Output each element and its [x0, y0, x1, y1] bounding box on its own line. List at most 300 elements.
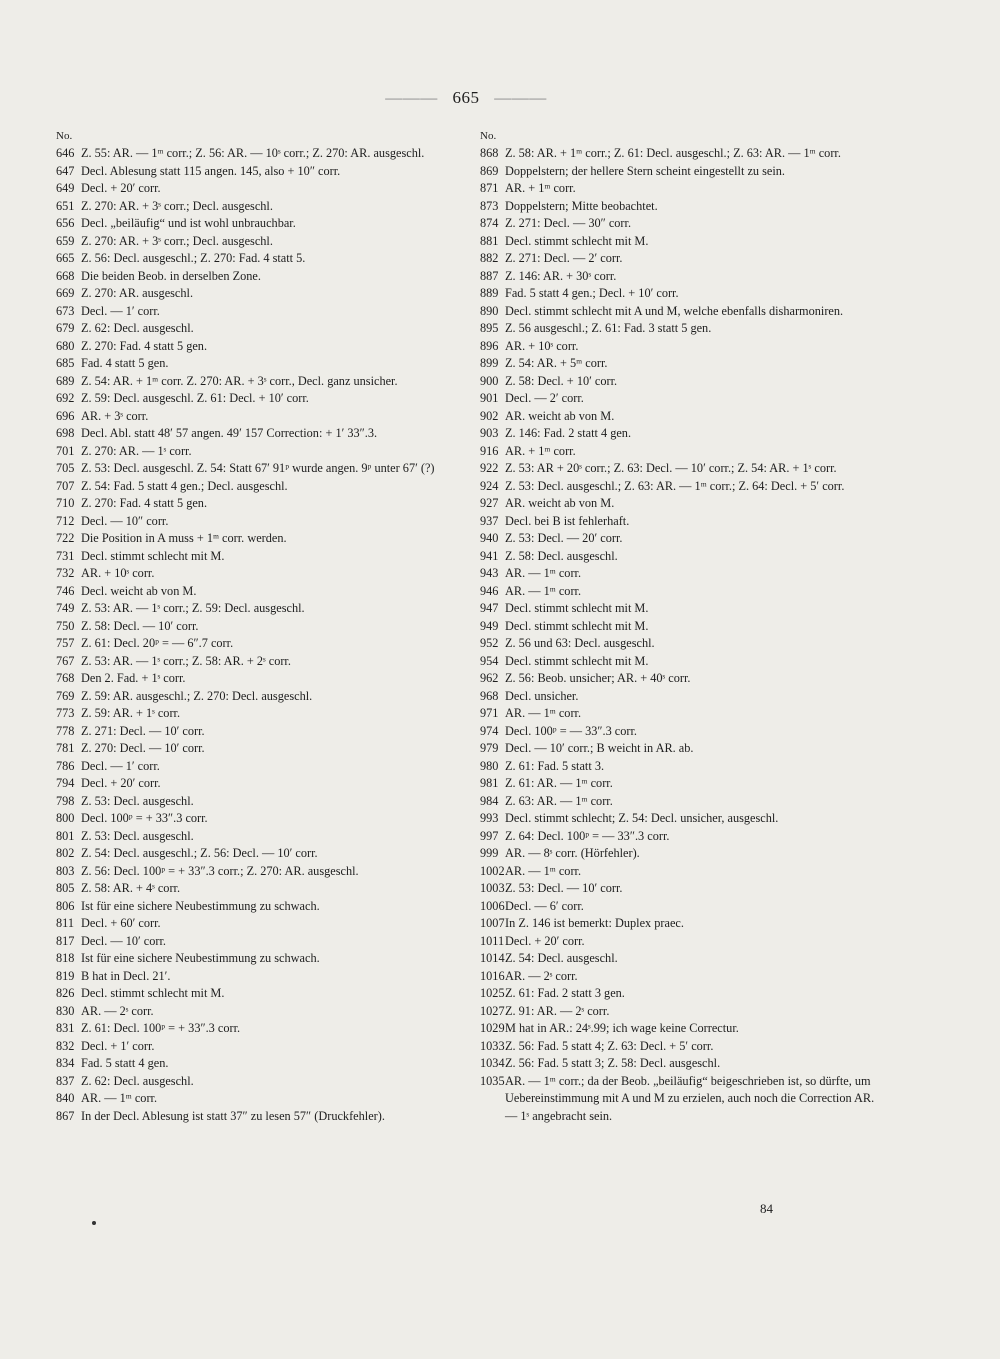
- entry-row: [56, 600, 456, 618]
- entry-row: [480, 688, 880, 706]
- entry-number: 1007: [480, 916, 505, 930]
- entry-number: 749: [56, 601, 75, 615]
- entry-row: [56, 758, 456, 776]
- entry-text: Z. 270: AR. + 3ˢ corr.; Decl. ausgeschl.: [81, 233, 273, 248]
- entry-row: [56, 478, 456, 496]
- entry-row: [56, 583, 456, 601]
- entry-number: 1025: [480, 986, 505, 1000]
- entry-row: [56, 548, 456, 566]
- entry-number: 837: [56, 1073, 75, 1088]
- entry-row: [480, 618, 880, 636]
- entry-text: Z. 61: Fad. 5 statt 3.: [505, 758, 605, 773]
- entry-text: Z. 61: AR. — 1ᵐ corr.: [505, 776, 613, 790]
- entry-row: [56, 670, 456, 688]
- entry-text: Z. 146: AR. + 30ˢ corr.: [505, 268, 617, 283]
- entry-row: [56, 1038, 456, 1056]
- entry-text: Decl. stimmt schlecht mit M.: [81, 986, 225, 1000]
- entry-number: 1027: [480, 1003, 505, 1018]
- entry-row: [56, 863, 456, 881]
- entry-text: Z. 62: Decl. ausgeschl.: [81, 1073, 194, 1088]
- entry-row: [480, 1020, 880, 1038]
- entry-number: 874: [480, 216, 499, 230]
- entry-text: Z. 270: Fad. 4 statt 5 gen.: [81, 496, 208, 510]
- entry-number: 1006: [480, 898, 505, 913]
- entry-row: [480, 985, 880, 1003]
- entry-number: 656: [56, 216, 75, 230]
- entry-row: [480, 233, 880, 251]
- entry-row: [480, 548, 880, 566]
- entry-row: [56, 793, 456, 811]
- entry-number: 696: [56, 408, 75, 423]
- entry-text: Z. 58: Decl. ausgeschl.: [505, 548, 618, 563]
- entry-row: [480, 303, 880, 321]
- entry-number: 803: [56, 863, 75, 878]
- entry-row: [480, 355, 880, 373]
- entry-number: 722: [56, 531, 75, 545]
- entry-row: [480, 880, 880, 898]
- entry-text: Decl. Ablesung statt 115 angen. 145, also + 10″ corr.: [81, 163, 341, 178]
- entry-text: Z. 56 ausgeschl.; Z. 61: Fad. 3 statt 5 gen.: [505, 321, 712, 335]
- entry-text: In Z. 146 ist bemerkt: Duplex praec.: [505, 916, 684, 930]
- entry-row: [480, 320, 880, 338]
- entry-text: Z. 53: AR. — 1ˢ corr.; Z. 58: AR. + 2ˢ corr.: [81, 653, 291, 668]
- entry-row: [56, 390, 456, 408]
- entry-number: 673: [56, 303, 75, 318]
- entry-row: [480, 793, 880, 811]
- entry-row: [56, 898, 456, 916]
- entry-number: 916: [480, 443, 499, 458]
- entry-text: Z. 54: AR. + 5ᵐ corr.: [505, 356, 608, 370]
- entry-number: 659: [56, 233, 75, 248]
- entry-row: [480, 635, 880, 653]
- entry-text: Decl. — 1′ corr.: [81, 758, 160, 773]
- entry-row: [56, 705, 456, 723]
- entry-row: [56, 845, 456, 863]
- entry-row: [480, 968, 880, 986]
- entry-number: 798: [56, 793, 75, 808]
- entry-text: Decl. — 10″ corr.: [81, 513, 169, 528]
- entry-number: 1011: [480, 933, 505, 948]
- entry-row: [56, 303, 456, 321]
- entry-number: 800: [56, 811, 75, 825]
- entry-number: 647: [56, 163, 75, 178]
- entry-number: 900: [480, 373, 499, 388]
- entry-row: [56, 810, 456, 828]
- entry-row: [480, 443, 880, 461]
- entry-number: 882: [480, 251, 499, 265]
- entry-number: 901: [480, 391, 499, 405]
- entry-text: Z. 53: AR + 20ˢ corr.; Z. 63: Decl. — 10′ corr.; Z. 54: AR. + 1ˢ corr.: [505, 461, 837, 475]
- entry-text: Z. 53: Decl. — 10′ corr.: [505, 881, 623, 895]
- entry-number: 1002: [480, 863, 505, 878]
- entry-row: [56, 163, 456, 181]
- entry-row: [56, 530, 456, 548]
- entry-text: Den 2. Fad. + 1ˢ corr.: [81, 671, 186, 685]
- entry-row: [480, 845, 880, 863]
- entry-row: [480, 338, 880, 356]
- entry-number: 899: [480, 356, 499, 370]
- entry-row: [480, 530, 880, 548]
- entry-row: [56, 338, 456, 356]
- entry-number: 781: [56, 741, 75, 755]
- entry-text: Die beiden Beob. in derselben Zone.: [81, 268, 261, 283]
- entry-text: Decl. + 1′ corr.: [81, 1038, 155, 1053]
- entry-number: 832: [56, 1038, 75, 1053]
- entry-number: 831: [56, 1021, 75, 1035]
- entry-number: 979: [480, 741, 499, 755]
- page-number: [0, 88, 932, 108]
- entry-row: [480, 863, 880, 881]
- entry-text: Z. 146: Fad. 2 statt 4 gen.: [505, 426, 632, 440]
- entry-number: 881: [480, 233, 499, 248]
- entry-text: AR. + 10ˢ corr.: [81, 566, 155, 580]
- entry-text: Decl. + 20′ corr.: [81, 181, 161, 195]
- entry-row: [480, 1038, 880, 1056]
- entry-text: Z. 54: AR. + 1ᵐ corr. Z. 270: AR. + 3ˢ corr., Decl. ganz unsicher.: [81, 373, 398, 388]
- entry-number: 732: [56, 566, 75, 580]
- entry-text: Z. 56: Decl. ausgeschl.; Z. 270: Fad. 4 statt 5.: [81, 251, 306, 265]
- entry-row: [56, 233, 456, 251]
- entry-text: Fad. 4 statt 5 gen.: [81, 356, 169, 370]
- entry-number: 649: [56, 181, 75, 195]
- entry-text: Z. 61: Decl. 100ᵖ = + 33″.3 corr.: [81, 1021, 241, 1035]
- entry-row: [480, 285, 880, 303]
- entry-text: Decl. 100ᵖ = — 33″.3 corr.: [505, 723, 637, 738]
- entry-number: 769: [56, 688, 75, 703]
- entry-number: 705: [56, 461, 75, 475]
- entry-text: Decl. stimmt schlecht; Z. 54: Decl. unsicher, ausgeschl.: [505, 811, 779, 825]
- entry-row: [56, 495, 456, 513]
- entry-number: 999: [480, 846, 499, 860]
- entry-text: Z. 58: AR. + 4ˢ corr.: [81, 881, 181, 895]
- entry-number: 952: [480, 636, 499, 650]
- entry-row: [480, 425, 880, 443]
- entry-row: [56, 408, 456, 426]
- left-entries: [56, 145, 456, 1125]
- entry-number: 954: [480, 653, 499, 668]
- entry-text: Z. 58: Decl. + 10′ corr.: [505, 373, 618, 388]
- entry-row: [56, 968, 456, 986]
- left-column-header: No.: [56, 130, 73, 142]
- right-column-header: No.: [480, 130, 497, 142]
- entry-number: 840: [56, 1091, 75, 1105]
- entry-text: AR. — 1ᵐ corr.: [81, 1091, 158, 1105]
- entry-text: Z. 270: AR. — 1ˢ corr.: [81, 443, 192, 458]
- entry-row: [56, 915, 456, 933]
- entry-text: B hat in Decl. 21′.: [81, 968, 171, 983]
- entry-row: [480, 460, 880, 478]
- entry-text: Z. 270: AR. + 3ˢ corr.; Decl. ausgeschl.: [81, 198, 273, 213]
- entry-row: [56, 1003, 456, 1021]
- entry-text: Decl. 100ᵖ = + 33″.3 corr.: [81, 811, 208, 825]
- entry-number: 805: [56, 881, 75, 895]
- entry-text: Ist für eine sichere Neubestimmung zu schwach.: [81, 898, 320, 913]
- entry-row: [56, 443, 456, 461]
- entry-number: 869: [480, 163, 499, 178]
- entry-row: [480, 495, 880, 513]
- entry-text: Z. 63: AR. — 1ᵐ corr.: [505, 793, 613, 808]
- entry-row: [480, 390, 880, 408]
- entry-text: AR. + 1ᵐ corr.: [505, 443, 576, 458]
- entry-text: AR. — 1ᵐ corr.: [505, 583, 582, 598]
- entry-row: [480, 583, 880, 601]
- entry-number: 689: [56, 373, 75, 388]
- entry-row: [56, 688, 456, 706]
- entry-text: In der Decl. Ablesung ist statt 37″ zu lesen 57″ (Druckfehler).: [81, 1108, 385, 1123]
- entry-row: [56, 355, 456, 373]
- entry-number: 646: [56, 146, 75, 160]
- entry-text: Z. 56 und 63: Decl. ausgeschl.: [505, 636, 655, 650]
- entry-text: Z. 59: AR. ausgeschl.; Z. 270: Decl. ausgeschl.: [81, 688, 313, 703]
- left-column: [56, 128, 456, 1125]
- entry-number: 971: [480, 706, 499, 720]
- entry-row: [56, 1073, 456, 1091]
- entry-number: 873: [480, 198, 499, 213]
- entry-number: 903: [480, 426, 499, 440]
- entry-text: Decl. — 10′ corr.: [81, 933, 166, 948]
- entry-number: 834: [56, 1056, 75, 1070]
- entry-row: [480, 723, 880, 741]
- entry-number: 679: [56, 321, 75, 335]
- entry-text: Ist für eine sichere Neubestimmung zu schwach.: [81, 951, 320, 965]
- entry-row: [56, 618, 456, 636]
- entry-row: [56, 373, 456, 391]
- entry-number: 668: [56, 268, 75, 283]
- entry-row: [56, 145, 456, 163]
- entry-text: AR. — 1ᵐ corr.: [505, 863, 582, 878]
- entry-number: 768: [56, 671, 75, 685]
- entry-text: Z. 270: Fad. 4 statt 5 gen.: [81, 338, 208, 353]
- entry-text: Decl. — 10′ corr.; B weicht in AR. ab.: [505, 741, 694, 755]
- entry-row: [480, 198, 880, 216]
- entry-text: Decl. stimmt schlecht mit M.: [505, 601, 649, 615]
- signature-mark: 84: [760, 1201, 773, 1216]
- entry-number: 802: [56, 846, 75, 860]
- entry-number: 924: [480, 478, 499, 493]
- entry-text: Decl. + 20′ corr.: [505, 933, 585, 948]
- entry-text: AR. — 1ᵐ corr.: [505, 706, 582, 720]
- entry-number: 940: [480, 531, 499, 545]
- page-number-value: 665: [452, 88, 480, 107]
- entry-text: Z. 55: AR. — 1ᵐ corr.; Z. 56: AR. — 10ˢ corr.; Z. 270: AR. ausgeschl.: [81, 146, 425, 160]
- entry-text: AR. — 2ˢ corr.: [81, 1003, 154, 1018]
- entry-text: Z. 61: Decl. 20ᵖ = — 6″.7 corr.: [81, 636, 234, 650]
- entry-number: 710: [56, 496, 75, 510]
- entry-text: Die Position in A muss + 1ᵐ corr. werden.: [81, 531, 287, 545]
- entry-number: 1016: [480, 968, 505, 983]
- entry-row: [56, 460, 456, 478]
- entry-text: Decl. weicht ab von M.: [81, 583, 197, 598]
- entry-text: Z. 271: Decl. — 2′ corr.: [505, 251, 623, 265]
- entry-number: 701: [56, 443, 75, 458]
- entry-number: 867: [56, 1108, 75, 1123]
- entry-text: Z. 61: Fad. 2 statt 3 gen.: [505, 986, 625, 1000]
- entry-row: [480, 775, 880, 793]
- entry-number: 767: [56, 653, 75, 668]
- entry-text: Z. 270: AR. ausgeschl.: [81, 286, 194, 300]
- entry-text: AR. — 1ᵐ corr.; da der Beob. „beiläufig“ beigeschrieben ist, so dürfte, um Uebereinstimmung mit A und M zu erzielen, auch noch die Correction AR. — 1ˢ angebracht sein.: [505, 1073, 875, 1123]
- entry-text: Z. 56: Decl. 100ᵖ = + 33″.3 corr.; Z. 270: AR. ausgeschl.: [81, 863, 359, 878]
- entry-row: [480, 915, 880, 933]
- entry-number: 685: [56, 356, 75, 370]
- entry-number: 801: [56, 828, 75, 843]
- entry-number: 968: [480, 688, 499, 703]
- entry-number: 1034: [480, 1056, 505, 1070]
- entry-number: 902: [480, 408, 499, 423]
- entry-number: 946: [480, 583, 499, 598]
- entry-number: 746: [56, 583, 75, 598]
- entry-text: Z. 59: AR. + 1ˢ corr.: [81, 706, 181, 720]
- entry-number: 980: [480, 758, 499, 773]
- entry-number: 750: [56, 618, 75, 633]
- entry-text: Z. 91: AR. — 2ˢ corr.: [505, 1003, 610, 1018]
- entry-row: [480, 1073, 880, 1126]
- entry-row: [480, 250, 880, 268]
- entry-row: [56, 653, 456, 671]
- entry-text: Z. 271: Decl. — 30″ corr.: [505, 216, 632, 230]
- entry-row: [56, 635, 456, 653]
- entry-row: [480, 600, 880, 618]
- entry-number: 871: [480, 181, 499, 195]
- entry-number: 984: [480, 793, 499, 808]
- entry-row: [56, 425, 456, 443]
- entry-number: 927: [480, 496, 499, 510]
- entry-text: Decl. Abl. statt 48′ 57 angen. 49′ 157 Correction: + 1′ 33″.3.: [81, 426, 378, 440]
- entry-row: [56, 880, 456, 898]
- entry-text: Decl. + 60′ corr.: [81, 916, 161, 930]
- entry-text: Z. 58: AR. + 1ᵐ corr.; Z. 61: Decl. ausgeschl.; Z. 63: AR. — 1ᵐ corr.: [505, 146, 841, 160]
- entry-number: 651: [56, 198, 75, 213]
- entry-number: 997: [480, 828, 499, 843]
- entry-text: AR. + 10ˢ corr.: [505, 338, 579, 353]
- entry-text: Decl. + 20′ corr.: [81, 776, 161, 790]
- entry-row: [56, 268, 456, 286]
- entry-row: [56, 1020, 456, 1038]
- entry-row: [480, 408, 880, 426]
- entry-row: [56, 950, 456, 968]
- entry-row: [56, 198, 456, 216]
- entry-number: 993: [480, 811, 499, 825]
- entry-text: Decl. stimmt schlecht mit M.: [505, 653, 649, 668]
- entry-text: Decl. stimmt schlecht mit M.: [505, 618, 649, 633]
- entry-number: 868: [480, 146, 499, 160]
- entry-row: [56, 1090, 456, 1108]
- entry-text: Decl. unsicher.: [505, 688, 579, 703]
- entry-row: [480, 758, 880, 776]
- entry-text: Z. 64: Decl. 100ᵖ = — 33″.3 corr.: [505, 828, 670, 843]
- entry-row: [56, 285, 456, 303]
- entry-number: 712: [56, 513, 75, 528]
- entry-text: Z. 271: Decl. — 10′ corr.: [81, 723, 205, 738]
- entry-number: 665: [56, 251, 75, 265]
- entry-text: Z. 53: Decl. ausgeschl.: [81, 793, 194, 808]
- entry-text: Z. 53: Decl. ausgeschl.; Z. 63: AR. — 1ᵐ corr.; Z. 64: Decl. + 5′ corr.: [505, 478, 845, 493]
- entry-row: [480, 215, 880, 233]
- entry-number: 731: [56, 548, 75, 563]
- entry-number: 887: [480, 268, 499, 283]
- entry-number: 1035: [480, 1073, 505, 1088]
- entry-number: 1029: [480, 1021, 505, 1035]
- right-column: [480, 128, 880, 1125]
- entry-number: 680: [56, 338, 75, 353]
- right-entries: [480, 145, 880, 1125]
- page-number-dash-left: ———: [385, 88, 438, 107]
- entry-text: Decl. „beiläufig“ und ist wohl unbrauchbar.: [81, 216, 296, 230]
- entry-text: Z. 59: Decl. ausgeschl. Z. 61: Decl. + 10′ corr.: [81, 391, 309, 405]
- entry-row: [480, 705, 880, 723]
- entry-text: AR. weicht ab von M.: [505, 496, 615, 510]
- entry-text: Decl. bei B ist fehlerhaft.: [505, 513, 630, 528]
- entry-text: AR. + 3ˢ corr.: [81, 408, 149, 423]
- entry-row: [56, 723, 456, 741]
- entry-text: Decl. — 6′ corr.: [505, 898, 584, 913]
- entry-text: Decl. stimmt schlecht mit M.: [81, 548, 225, 563]
- entry-row: [480, 373, 880, 391]
- entry-number: 707: [56, 478, 75, 493]
- entry-text: Doppelstern; der hellere Stern scheint eingestellt zu sein.: [505, 163, 786, 178]
- entry-number: 818: [56, 951, 75, 965]
- entry-row: [480, 1003, 880, 1021]
- entry-row: [480, 828, 880, 846]
- entry-row: [480, 933, 880, 951]
- entry-text: Z. 54: Fad. 5 statt 4 gen.; Decl. ausgeschl.: [81, 478, 288, 493]
- entry-number: 895: [480, 321, 499, 335]
- entry-row: [56, 1055, 456, 1073]
- entry-number: 757: [56, 636, 75, 650]
- entry-row: [56, 565, 456, 583]
- page-number-dash-right: ———: [494, 88, 547, 107]
- entry-text: Z. 62: Decl. ausgeschl.: [81, 321, 194, 335]
- entry-row: [480, 268, 880, 286]
- entry-number: 826: [56, 986, 75, 1000]
- entry-number: 817: [56, 933, 75, 948]
- entry-text: Z. 53: Decl. — 20′ corr.: [505, 531, 623, 545]
- entry-text: Decl. stimmt schlecht mit M.: [505, 233, 649, 248]
- entry-row: [480, 565, 880, 583]
- entry-text: Z. 56: Beob. unsicher; AR. + 40ˢ corr.: [505, 671, 691, 685]
- entry-text: Doppelstern; Mitte beobachtet.: [505, 198, 658, 213]
- entry-number: 811: [56, 916, 74, 930]
- entry-text: Z. 53: AR. — 1ˢ corr.; Z. 59: Decl. ausgeschl.: [81, 601, 305, 615]
- entry-row: [56, 1108, 456, 1126]
- entry-text: Decl. stimmt schlecht mit A und M, welche ebenfalls disharmoniren.: [505, 303, 844, 318]
- entry-number: 692: [56, 391, 75, 405]
- entry-number: 1033: [480, 1038, 505, 1053]
- entry-text: AR. weicht ab von M.: [505, 408, 615, 423]
- entry-number: 819: [56, 968, 75, 983]
- entry-text: AR. — 8ˢ corr. (Hörfehler).: [505, 846, 640, 860]
- entry-row: [480, 145, 880, 163]
- entry-row: [56, 250, 456, 268]
- entry-text: Fad. 5 statt 4 gen.: [81, 1056, 169, 1070]
- entry-number: 947: [480, 601, 499, 615]
- entry-number: 778: [56, 723, 75, 738]
- entry-number: 794: [56, 776, 75, 790]
- entry-text: AR. — 1ᵐ corr.: [505, 566, 582, 580]
- entry-row: [56, 740, 456, 758]
- entry-number: 922: [480, 461, 499, 475]
- entry-number: 698: [56, 426, 75, 440]
- entry-number: 889: [480, 286, 499, 300]
- entry-number: 941: [480, 548, 499, 563]
- entry-text: Z. 53: Decl. ausgeschl.: [81, 828, 194, 843]
- entry-text: AR. + 1ᵐ corr.: [505, 181, 576, 195]
- entry-row: [480, 1055, 880, 1073]
- entry-row: [56, 985, 456, 1003]
- entry-row: [56, 513, 456, 531]
- entry-text: Fad. 5 statt 4 gen.; Decl. + 10′ corr.: [505, 286, 679, 300]
- entry-number: 896: [480, 338, 499, 353]
